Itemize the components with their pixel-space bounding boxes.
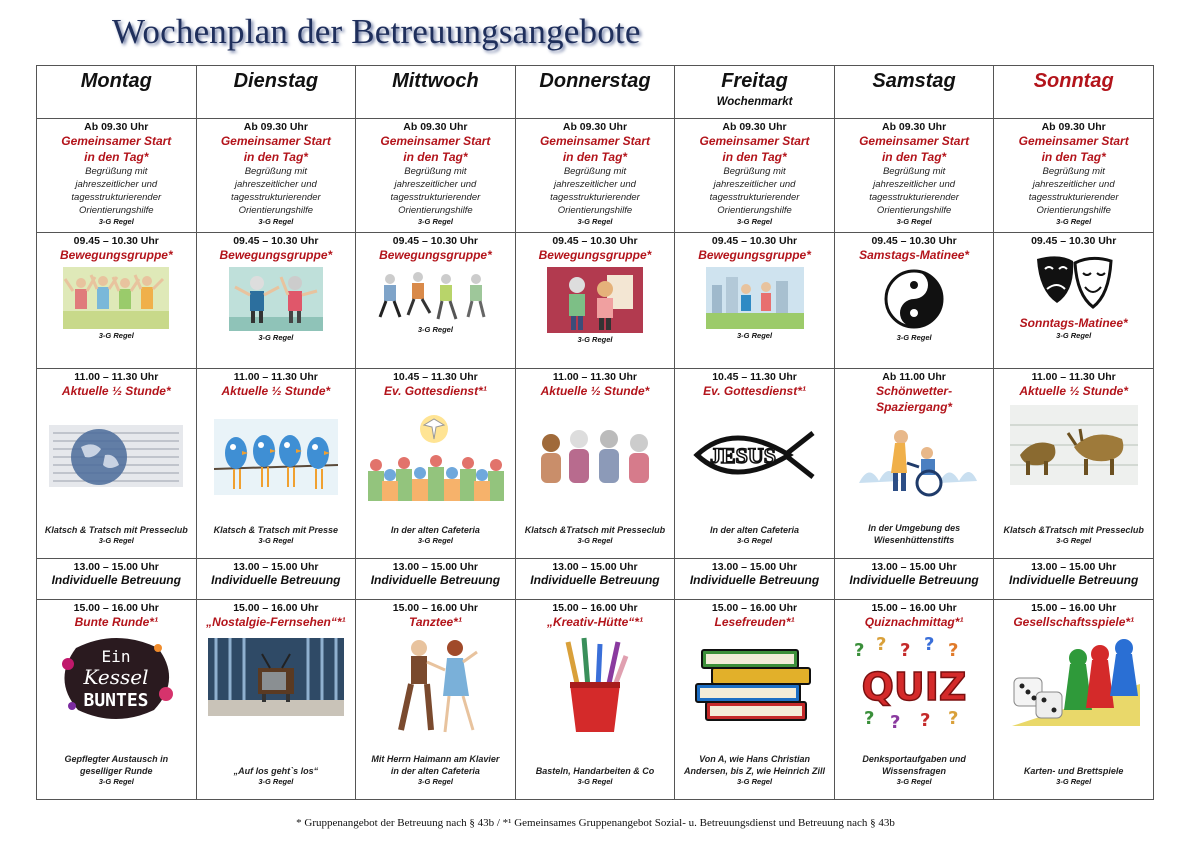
footnote: * Gruppenangebot der Betreuung nach § 43b / *¹ Gemeinsames Gruppenangebot Sozial- u. Betreuungsdienst und Betreuung nach § 43b xyxy=(296,817,895,829)
svg-text:?: ? xyxy=(920,710,931,730)
activity-desc: tagesstrukturierender xyxy=(709,192,800,203)
activity-title: Individuelle Betreuung xyxy=(370,573,501,587)
activity-desc: tagesstrukturierender xyxy=(230,192,321,203)
day-cell-sunday xyxy=(994,66,1154,119)
note-text: In der alten Cafeteria xyxy=(390,525,480,535)
individual-cell xyxy=(37,559,197,600)
time-label: Ab 09.30 Uhr xyxy=(562,121,628,133)
rule-label: 3-G Regel xyxy=(737,331,773,340)
rule-label: 3-G Regel xyxy=(737,217,773,226)
movement-cell-monday xyxy=(37,233,197,369)
activity-title: Ev. Gottesdienst*¹ xyxy=(703,384,806,398)
activity-title: Quiznachmittag*¹ xyxy=(864,615,964,629)
morning-cell xyxy=(994,119,1154,233)
activity-desc: tagesstrukturierender xyxy=(71,192,162,203)
activity-title: in den Tag* xyxy=(243,150,308,164)
morning-cell xyxy=(834,119,994,233)
activity-title: Gemeinsamer Start xyxy=(220,134,331,148)
morning-cell xyxy=(196,119,356,233)
note-text: geselliger Runde xyxy=(80,766,153,776)
theater-masks-icon xyxy=(1029,251,1119,313)
note-text: Klatsch & Tratsch mit Presseclub xyxy=(44,525,188,535)
rule-label: 3-G Regel xyxy=(577,777,613,786)
activity-title: Lesefreuden*¹ xyxy=(714,615,795,629)
activity-desc: tagesstrukturierender xyxy=(390,192,481,203)
svg-text:?: ? xyxy=(876,634,887,655)
time-label: 15.00 – 16.00 Uhr xyxy=(711,602,798,614)
time-label: 09.45 – 10.30 Uhr xyxy=(233,235,319,247)
activity-desc: tagesstrukturierender xyxy=(550,192,640,203)
activity-title: Bewegungsgruppe* xyxy=(59,248,173,262)
morning-cell xyxy=(37,119,197,233)
afternoon-cell-tuesday xyxy=(196,600,356,800)
activity-title: Sonntags-Matinee* xyxy=(1019,316,1128,330)
svg-text:?: ? xyxy=(864,708,875,729)
afternoon-cell-friday xyxy=(675,600,835,800)
time-label: 10.45 – 11.30 Uhr xyxy=(712,371,797,383)
day-label: Montag xyxy=(80,70,152,92)
board-game-pieces-icon xyxy=(1008,634,1140,726)
note-text: Klatsch &Tratsch mit Presseclub xyxy=(1003,525,1144,535)
activity-desc: Begrüßung mit xyxy=(563,166,627,177)
kessel-logo-line1: Ein xyxy=(101,647,131,666)
time-label: 11.00 – 11.30 Uhr xyxy=(552,371,637,383)
time-label: Ab 09.30 Uhr xyxy=(403,121,468,133)
exercise-seniors-image xyxy=(547,267,643,333)
afternoon-cell-saturday xyxy=(834,600,994,800)
activity-title: Individuelle Betreuung xyxy=(1009,573,1139,587)
rule-label: 3-G Regel xyxy=(1056,217,1092,226)
page-title: Wochenplan der Betreuungsangebote xyxy=(112,12,641,51)
time-label: Ab 09.30 Uhr xyxy=(243,121,308,133)
movement-row xyxy=(37,233,1154,369)
rule-label: 3-G Regel xyxy=(1056,777,1092,786)
movement-cell-wednesday xyxy=(356,233,516,369)
midday-cell-sunday xyxy=(994,369,1154,559)
activity-desc: jahreszeitlicher und xyxy=(394,179,477,190)
movement-cell-saturday xyxy=(834,233,994,369)
day-label: Freitag xyxy=(721,70,788,92)
note-text: Gepflegter Austausch in xyxy=(64,754,169,764)
rule-label: 3-G Regel xyxy=(896,333,932,342)
note-text: Wiesenhüttenstifts xyxy=(873,535,955,545)
activity-title: Individuelle Betreuung xyxy=(849,573,979,587)
midday-cell-friday xyxy=(675,369,835,559)
activity-desc: Begrüßung mit xyxy=(404,166,467,177)
time-label: 13.00 – 15.00 Uhr xyxy=(233,561,319,573)
movement-cell-friday xyxy=(675,233,835,369)
activity-title: Gemeinsamer Start xyxy=(61,134,172,148)
midday-cell-monday xyxy=(37,369,197,559)
activity-title: Schönwetter- xyxy=(876,384,953,398)
kessel-buntes-logo xyxy=(54,634,178,724)
note-text: „Auf los geht`s los“ xyxy=(233,766,319,776)
note-text: Denksportaufgaben und xyxy=(862,754,966,764)
midday-cell-thursday xyxy=(515,369,675,559)
activity-title: Aktuelle ½ Stunde* xyxy=(540,384,650,398)
midday-cell-tuesday xyxy=(196,369,356,559)
rule-label: 3-G Regel xyxy=(258,777,294,786)
time-label: Ab 09.30 Uhr xyxy=(1041,121,1106,133)
note-text: Klatsch & Tratsch mit Presse xyxy=(213,525,339,535)
note-text: Andersen, bis Z, wie Heinrich Zill xyxy=(684,766,826,776)
activity-title: Ev. Gottesdienst*¹ xyxy=(384,384,487,398)
rule-label: 3-G Regel xyxy=(896,217,932,226)
rule-label: 3-G Regel xyxy=(98,217,134,226)
morning-row xyxy=(37,119,1154,233)
activity-desc: jahreszeitlicher und xyxy=(75,179,158,190)
activity-title: „Nostalgie-Fernsehen“*¹ xyxy=(206,615,346,629)
time-label: 09.45 – 10.30 Uhr xyxy=(552,235,638,247)
time-label: 15.00 – 16.00 Uhr xyxy=(1031,602,1117,614)
svg-text:?: ? xyxy=(890,712,901,730)
afternoon-row xyxy=(37,600,1154,800)
activity-title: in den Tag* xyxy=(722,150,787,164)
day-label: Dienstag xyxy=(233,70,319,92)
morning-cell xyxy=(515,119,675,233)
time-label: 15.00 – 16.00 Uhr xyxy=(392,602,479,614)
ichthys-fish-icon xyxy=(693,425,817,485)
activity-title: in den Tag* xyxy=(881,150,947,164)
svg-text:?: ? xyxy=(854,640,865,661)
exercise-couple-image xyxy=(229,267,323,331)
jesus-text: JESUS xyxy=(709,443,776,468)
rule-label: 3-G Regel xyxy=(417,536,453,545)
time-label: 13.00 – 15.00 Uhr xyxy=(1031,561,1117,573)
time-label: 09.45 – 10.30 Uhr xyxy=(392,235,479,247)
newspaper-globe-image xyxy=(49,425,183,487)
rule-label: 3-G Regel xyxy=(1056,536,1092,545)
activity-title: Aktuelle ½ Stunde* xyxy=(61,384,171,398)
time-label: 15.00 – 16.00 Uhr xyxy=(233,602,319,614)
time-label: Ab 09.30 Uhr xyxy=(722,121,787,133)
day-label: Samstag xyxy=(872,70,956,92)
svg-text:?: ? xyxy=(948,640,959,661)
time-label: 13.00 – 15.00 Uhr xyxy=(552,561,638,573)
time-label: 09.45 – 10.30 Uhr xyxy=(711,235,798,247)
afternoon-cell-sunday xyxy=(994,600,1154,800)
afternoon-cell-monday xyxy=(37,600,197,800)
exercise-dance-image xyxy=(374,267,496,323)
activity-desc: jahreszeitlicher und xyxy=(554,179,636,190)
day-label: Sonntag xyxy=(1033,70,1114,92)
activity-title: Bunte Runde*¹ xyxy=(74,615,158,629)
activity-title: Gesellschaftsspiele*¹ xyxy=(1013,615,1135,629)
activity-desc: Orientierungshilfe xyxy=(557,205,633,216)
individual-cell xyxy=(515,559,675,600)
morning-cell xyxy=(675,119,835,233)
time-label: 11.00 – 11.30 Uhr xyxy=(74,371,159,383)
note-text: In der Umgebung des xyxy=(868,523,961,533)
note-text: Wissensfragen xyxy=(882,766,947,776)
day-cell-monday xyxy=(37,66,197,119)
activity-title: Spaziergang* xyxy=(876,400,953,414)
rule-label: 3-G Regel xyxy=(98,536,134,545)
afternoon-cell-wednesday xyxy=(356,600,516,800)
activity-title: Individuelle Betreuung xyxy=(211,573,341,587)
individual-cell xyxy=(356,559,516,600)
rule-label: 3-G Regel xyxy=(258,536,294,545)
day-cell-friday xyxy=(675,66,835,119)
craft-supplies-icon xyxy=(560,634,630,736)
rule-label: 3-G Regel xyxy=(896,777,932,786)
activity-title: Bewegungsgruppe* xyxy=(219,248,333,262)
activity-desc: jahreszeitlicher und xyxy=(713,179,796,190)
svg-text:?: ? xyxy=(948,708,959,729)
time-label: 11.00 – 11.30 Uhr xyxy=(233,371,318,383)
yin-yang-icon xyxy=(882,267,946,331)
rule-label: 3-G Regel xyxy=(577,335,613,344)
activity-desc: Begrüßung mit xyxy=(1042,166,1105,177)
activity-title: Individuelle Betreuung xyxy=(689,573,820,587)
midday-cell-saturday xyxy=(834,369,994,559)
time-label: 15.00 – 16.00 Uhr xyxy=(73,602,159,614)
morning-cell xyxy=(356,119,516,233)
market-note: Wochenmarkt xyxy=(716,96,793,108)
rule-label: 3-G Regel xyxy=(577,536,613,545)
time-label: Ab 11.00 Uhr xyxy=(882,371,946,383)
note-text: Karten- und Brettspiele xyxy=(1023,766,1124,776)
svg-text:?: ? xyxy=(924,634,935,655)
activity-title: Bewegungsgruppe* xyxy=(538,248,652,262)
day-cell-thursday xyxy=(515,66,675,119)
retro-tv-image xyxy=(208,638,344,716)
exercise-park-image xyxy=(706,267,804,329)
individual-cell xyxy=(196,559,356,600)
activity-title: in den Tag* xyxy=(403,150,468,164)
day-label: Mittwoch xyxy=(392,70,479,92)
kessel-logo-line2: Kessel xyxy=(83,665,149,689)
activity-desc: jahreszeitlicher und xyxy=(873,179,956,190)
activity-title: Tanztee*¹ xyxy=(408,615,462,629)
rule-label: 3-G Regel xyxy=(737,536,773,545)
activity-title: Gemeinsamer Start xyxy=(699,134,810,148)
day-cell-wednesday xyxy=(356,66,516,119)
church-service-image xyxy=(364,403,506,501)
time-label: 09.45 – 10.30 Uhr xyxy=(73,235,159,247)
svg-text:?: ? xyxy=(900,640,911,661)
time-label: 09.45 – 10.30 Uhr xyxy=(1031,235,1117,247)
kessel-logo-line3: BUNTES xyxy=(83,690,149,711)
rule-label: 3-G Regel xyxy=(577,217,613,226)
activity-title: Gemeinsamer Start xyxy=(380,134,491,148)
activity-desc: Begrüßung mit xyxy=(85,166,148,177)
activity-title: Aktuelle ½ Stunde* xyxy=(221,384,331,398)
day-label: Donnerstag xyxy=(539,70,651,92)
time-label: 13.00 – 15.00 Uhr xyxy=(392,561,479,573)
rule-label: 3-G Regel xyxy=(737,777,773,786)
activity-desc: jahreszeitlicher und xyxy=(1032,179,1115,190)
day-cell-tuesday xyxy=(196,66,356,119)
afternoon-cell-thursday xyxy=(515,600,675,800)
activity-title: Samstags-Matinee* xyxy=(859,248,970,262)
activity-title: Bewegungsgruppe* xyxy=(698,248,811,262)
time-label: 09.45 – 10.30 Uhr xyxy=(871,235,957,247)
note-text: Mit Herrn Haimann am Klavier xyxy=(371,754,500,764)
midday-cell-wednesday xyxy=(356,369,516,559)
activity-desc: Begrüßung mit xyxy=(244,166,307,177)
rule-label: 3-G Regel xyxy=(98,777,134,786)
activity-title: Gemeinsamer Start xyxy=(1018,134,1129,148)
movement-cell-thursday xyxy=(515,233,675,369)
rule-label: 3-G Regel xyxy=(258,333,294,342)
quiz-word: QUIZ xyxy=(861,665,967,709)
activity-desc: tagesstrukturierender xyxy=(1028,192,1119,203)
activity-desc: Orientierungshilfe xyxy=(717,205,792,216)
activity-desc: jahreszeitlicher und xyxy=(234,179,317,190)
note-text: in der alten Cafeteria xyxy=(390,766,480,776)
note-text: Basteln, Handarbeiten & Co xyxy=(535,766,655,776)
activity-title: Gemeinsamer Start xyxy=(539,134,650,148)
individual-cell xyxy=(994,559,1154,600)
rule-label: 3-G Regel xyxy=(417,325,453,334)
movement-cell-sunday xyxy=(994,233,1154,369)
books-stack-icon xyxy=(692,634,818,726)
activity-desc: Orientierungshilfe xyxy=(79,205,154,216)
note-text: Klatsch &Tratsch mit Presseclub xyxy=(524,525,666,535)
bull-bear-market-image xyxy=(1010,405,1138,485)
gossip-birds-image xyxy=(214,419,338,495)
day-cell-saturday xyxy=(834,66,994,119)
activity-title: Gemeinsamer Start xyxy=(859,134,970,148)
activity-desc: Orientierungshilfe xyxy=(238,205,314,216)
movement-cell-tuesday xyxy=(196,233,356,369)
time-label: 15.00 – 16.00 Uhr xyxy=(552,602,638,614)
time-label: 11.00 – 11.30 Uhr xyxy=(1031,371,1116,383)
activity-title: in den Tag* xyxy=(84,150,149,164)
time-label: 13.00 – 15.00 Uhr xyxy=(73,561,159,573)
activity-desc: Orientierungshilfe xyxy=(398,205,473,216)
individual-row xyxy=(37,559,1154,600)
rule-label: 3-G Regel xyxy=(258,217,294,226)
time-label: Ab 09.30 Uhr xyxy=(881,121,947,133)
activity-title: in den Tag* xyxy=(1041,150,1106,164)
time-label: 13.00 – 15.00 Uhr xyxy=(871,561,957,573)
dancing-couple-image xyxy=(389,634,481,738)
rule-label: 3-G Regel xyxy=(1056,331,1092,340)
activity-title: Individuelle Betreuung xyxy=(530,573,660,587)
time-label: 13.00 – 15.00 Uhr xyxy=(711,561,798,573)
activity-title: in den Tag* xyxy=(562,150,628,164)
walk-wheelchair-image xyxy=(849,423,979,497)
time-label: 15.00 – 16.00 Uhr xyxy=(871,602,957,614)
activity-title: Bewegungsgruppe* xyxy=(379,248,492,262)
individual-cell xyxy=(834,559,994,600)
activity-title: Individuelle Betreuung xyxy=(51,573,181,587)
weekly-plan-table xyxy=(36,65,1154,800)
activity-desc: Begrüßung mit xyxy=(723,166,786,177)
time-label: 10.45 – 11.30 Uhr xyxy=(393,371,478,383)
activity-title: Aktuelle ½ Stunde* xyxy=(1019,384,1129,398)
time-label: Ab 09.30 Uhr xyxy=(84,121,149,133)
rule-label: 3-G Regel xyxy=(417,777,453,786)
rule-label: 3-G Regel xyxy=(98,331,134,340)
activity-desc: tagesstrukturierender xyxy=(869,192,959,203)
activity-title: „Kreativ-Hütte“*¹ xyxy=(546,615,643,629)
individual-cell xyxy=(675,559,835,600)
quiz-logo xyxy=(850,634,978,730)
activity-desc: Begrüßung mit xyxy=(882,166,946,177)
midday-row xyxy=(37,369,1154,559)
note-text: Von A, wie Hans Christian xyxy=(699,754,810,764)
activity-desc: Orientierungshilfe xyxy=(1036,205,1111,216)
activity-desc: Orientierungshilfe xyxy=(876,205,952,216)
seniors-chatting-image xyxy=(533,423,657,489)
day-header-row xyxy=(37,66,1154,119)
note-text: In der alten Cafeteria xyxy=(710,525,800,535)
exercise-group-image xyxy=(63,267,169,329)
rule-label: 3-G Regel xyxy=(417,217,453,226)
